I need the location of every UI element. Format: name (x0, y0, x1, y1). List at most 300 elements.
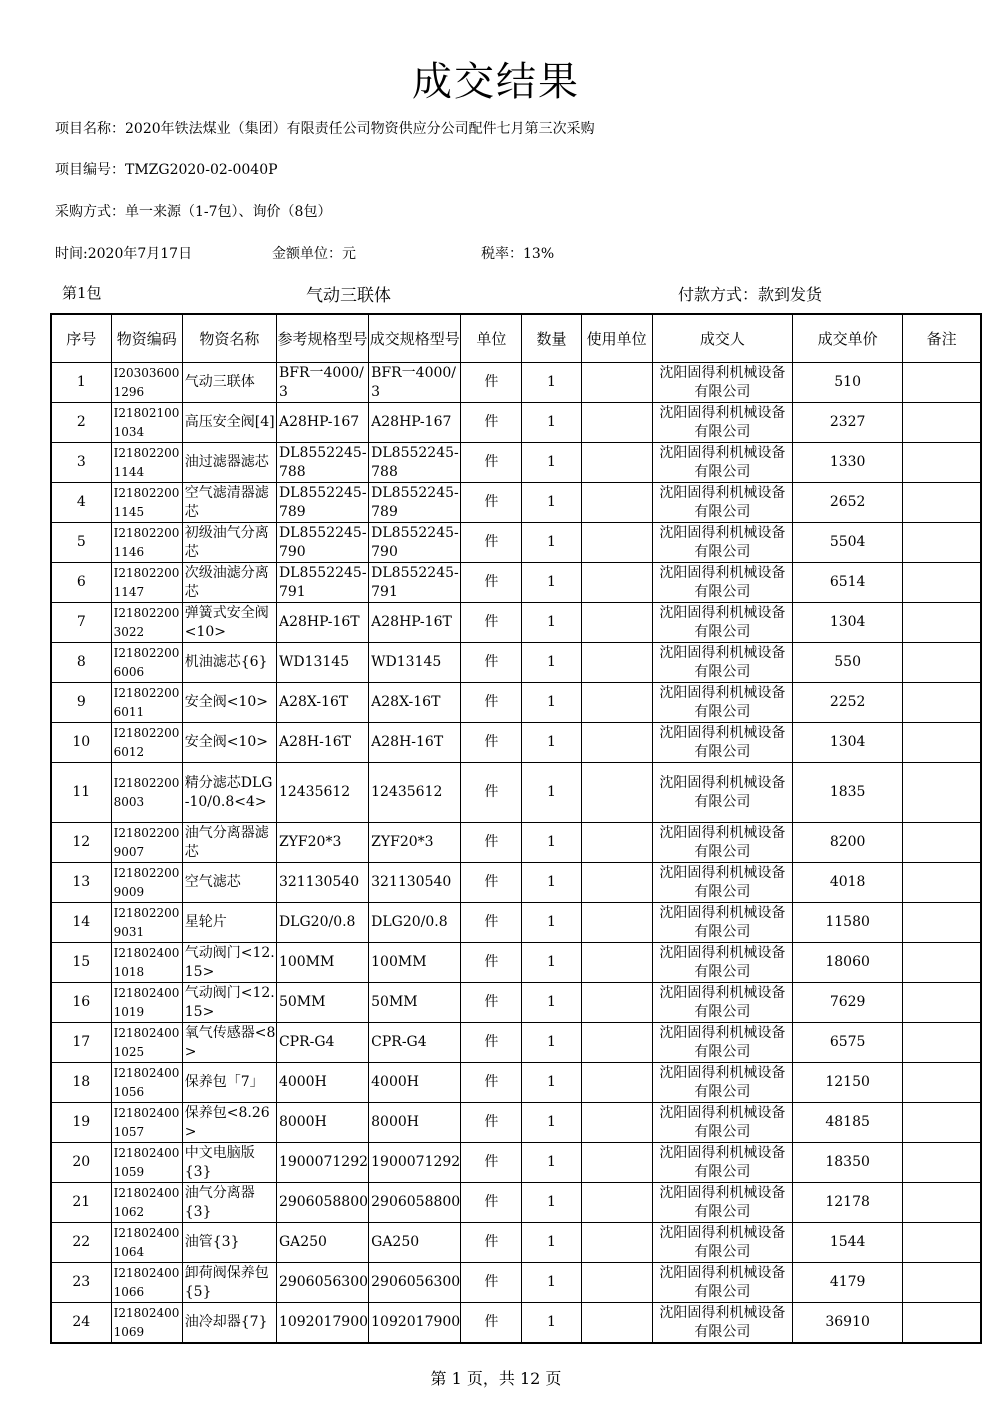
unit-price-cell: 1544 (793, 1223, 903, 1263)
vendor-cell: 沈阳固得利机械设备有限公司 (652, 443, 792, 483)
unit-cell: 件 (461, 483, 522, 523)
quantity-cell: 1 (522, 1303, 581, 1344)
vendor-cell: 沈阳固得利机械设备有限公司 (652, 863, 792, 903)
unit-cell: 件 (461, 563, 522, 603)
note-cell (903, 983, 981, 1023)
ref-spec-cell: 1900071292 (276, 1143, 368, 1183)
ref-spec-cell: WD13145 (276, 643, 368, 683)
date-text: 时间:2020年7月17日 (55, 246, 193, 262)
ref-spec-cell: 100MM (276, 943, 368, 983)
ref-spec-cell: ZYF20*3 (276, 823, 368, 863)
unit-cell: 件 (461, 443, 522, 483)
vendor-cell: 沈阳固得利机械设备有限公司 (652, 723, 792, 763)
note-cell (903, 643, 981, 683)
deal-spec-cell: CPR-G4 (369, 1023, 461, 1063)
material-code-cell: I218022001145 (111, 483, 182, 523)
row-index-cell: 11 (51, 763, 111, 823)
deal-spec-cell: GA250 (369, 1223, 461, 1263)
deal-spec-cell: A28HP-16T (369, 603, 461, 643)
table-row (51, 723, 981, 763)
vendor-cell: 沈阳固得利机械设备有限公司 (652, 1143, 792, 1183)
user-unit-cell (581, 1103, 652, 1143)
project-name: 项目名称：2020年铁法煤业（集团）有限责任公司物资供应分公司配件七月第三次采购 (55, 121, 595, 137)
material-code-cell: I218024001064 (111, 1223, 182, 1263)
vendor-cell: 沈阳固得利机械设备有限公司 (652, 563, 792, 603)
material-code-cell: I218022006012 (111, 723, 182, 763)
deal-spec-cell: DL8552245-791 (369, 563, 461, 603)
unit-cell: 件 (461, 823, 522, 863)
quantity-cell: 1 (522, 603, 581, 643)
note-cell (903, 403, 981, 443)
material-name-cell: 卸荷阀保养包{5} (182, 1263, 276, 1303)
vendor-cell: 沈阳固得利机械设备有限公司 (652, 1103, 792, 1143)
material-code-cell: I218022006011 (111, 683, 182, 723)
vendor-cell: 沈阳固得利机械设备有限公司 (652, 643, 792, 683)
note-cell (903, 903, 981, 943)
table-row (51, 483, 981, 523)
user-unit-cell (581, 483, 652, 523)
quantity-cell: 1 (522, 863, 581, 903)
unit-cell: 件 (461, 1223, 522, 1263)
material-code-cell: I218024001056 (111, 1063, 182, 1103)
material-code-cell: I218022008003 (111, 763, 182, 823)
header-user: 使用单位 (581, 314, 652, 363)
unit-price-cell: 1304 (793, 723, 903, 763)
quantity-cell: 1 (522, 723, 581, 763)
user-unit-cell (581, 1183, 652, 1223)
ref-spec-cell: A28HP-167 (276, 403, 368, 443)
material-name-cell: 安全阀<10> (182, 683, 276, 723)
vendor-cell: 沈阳固得利机械设备有限公司 (652, 363, 792, 403)
user-unit-cell (581, 523, 652, 563)
row-index-cell: 20 (51, 1143, 111, 1183)
user-unit-cell (581, 863, 652, 903)
note-cell (903, 603, 981, 643)
deal-spec-cell: 50MM (369, 983, 461, 1023)
deal-spec-cell: 1092017900 (369, 1303, 461, 1344)
unit-cell: 件 (461, 1063, 522, 1103)
row-index-cell: 14 (51, 903, 111, 943)
row-index-cell: 22 (51, 1223, 111, 1263)
material-code-cell: I218024001025 (111, 1023, 182, 1063)
material-name-cell: 氧气传感器<8> (182, 1023, 276, 1063)
unit-cell: 件 (461, 943, 522, 983)
note-cell (903, 563, 981, 603)
row-index-cell: 1 (51, 363, 111, 403)
deal-spec-cell: 8000H (369, 1103, 461, 1143)
table-row (51, 1183, 981, 1223)
unit-price-cell: 2327 (793, 403, 903, 443)
material-name-cell: 油气分离器滤芯 (182, 823, 276, 863)
user-unit-cell (581, 403, 652, 443)
material-code-cell: I218024001062 (111, 1183, 182, 1223)
ref-spec-cell: DL8552245-788 (276, 443, 368, 483)
row-index-cell: 8 (51, 643, 111, 683)
header-ref-spec: 参考规格型号 (276, 314, 368, 363)
unit-cell: 件 (461, 1103, 522, 1143)
header-code: 物资编码 (111, 314, 182, 363)
table-row (51, 1263, 981, 1303)
unit-cell: 件 (461, 1143, 522, 1183)
vendor-cell: 沈阳固得利机械设备有限公司 (652, 763, 792, 823)
unit-price-cell: 2252 (793, 683, 903, 723)
unit-price-cell: 48185 (793, 1103, 903, 1143)
table-row (51, 943, 981, 983)
results-table (50, 313, 982, 1344)
ref-spec-cell: A28X-16T (276, 683, 368, 723)
material-code-cell: I218021001034 (111, 403, 182, 443)
page-number: 第 1 页，共 12 页 (430, 1369, 562, 1388)
deal-spec-cell: BFR一4000/3 (369, 363, 461, 403)
user-unit-cell (581, 983, 652, 1023)
material-name-cell: 空气滤清器滤芯 (182, 483, 276, 523)
deal-spec-cell: 1900071292 (369, 1143, 461, 1183)
material-name-cell: 高压安全阀[4] (182, 403, 276, 443)
user-unit-cell (581, 823, 652, 863)
material-code-cell: I218024001059 (111, 1143, 182, 1183)
user-unit-cell (581, 363, 652, 403)
deal-spec-cell: DLG20/0.8 (369, 903, 461, 943)
user-unit-cell (581, 1303, 652, 1344)
unit-cell: 件 (461, 1303, 522, 1344)
vendor-cell: 沈阳固得利机械设备有限公司 (652, 483, 792, 523)
vendor-cell: 沈阳固得利机械设备有限公司 (652, 1183, 792, 1223)
table-row (51, 863, 981, 903)
procurement-method: 采购方式：单一来源（1-7包）、询价（8包） (55, 204, 332, 220)
vendor-cell: 沈阳固得利机械设备有限公司 (652, 1023, 792, 1063)
vendor-cell: 沈阳固得利机械设备有限公司 (652, 683, 792, 723)
unit-price-cell: 4179 (793, 1263, 903, 1303)
quantity-cell: 1 (522, 943, 581, 983)
material-name-cell: 空气滤芯 (182, 863, 276, 903)
header-index: 序号 (51, 314, 111, 363)
table-row (51, 643, 981, 683)
unit-price-cell: 1330 (793, 443, 903, 483)
row-index-cell: 19 (51, 1103, 111, 1143)
deal-spec-cell: 2906056300 (369, 1263, 461, 1303)
deal-spec-cell: DL8552245-788 (369, 443, 461, 483)
deal-spec-cell: 2906058800 (369, 1183, 461, 1223)
header-deal-spec: 成交规格型号 (369, 314, 461, 363)
unit-price-cell: 4018 (793, 863, 903, 903)
user-unit-cell (581, 1263, 652, 1303)
table-row (51, 983, 981, 1023)
note-cell (903, 1023, 981, 1063)
note-cell (903, 683, 981, 723)
table-row (51, 1103, 981, 1143)
ref-spec-cell: 1092017900 (276, 1303, 368, 1344)
unit-cell: 件 (461, 983, 522, 1023)
material-name-cell: 次级油滤分离芯 (182, 563, 276, 603)
vendor-cell: 沈阳固得利机械设备有限公司 (652, 603, 792, 643)
table-header-row (51, 314, 981, 363)
unit-price-cell: 2652 (793, 483, 903, 523)
ref-spec-cell: DLG20/0.8 (276, 903, 368, 943)
row-index-cell: 12 (51, 823, 111, 863)
vendor-cell: 沈阳固得利机械设备有限公司 (652, 1303, 792, 1344)
user-unit-cell (581, 763, 652, 823)
note-cell (903, 483, 981, 523)
quantity-cell: 1 (522, 563, 581, 603)
material-code-cell: I218022001144 (111, 443, 182, 483)
deal-spec-cell: A28X-16T (369, 683, 461, 723)
row-index-cell: 23 (51, 1263, 111, 1303)
ref-spec-cell: 12435612 (276, 763, 368, 823)
quantity-cell: 1 (522, 443, 581, 483)
user-unit-cell (581, 683, 652, 723)
material-name-cell: 星轮片 (182, 903, 276, 943)
note-cell (903, 1143, 981, 1183)
ref-spec-cell: 4000H (276, 1063, 368, 1103)
row-index-cell: 3 (51, 443, 111, 483)
table-row (51, 683, 981, 723)
material-code-cell: I218024001018 (111, 943, 182, 983)
ref-spec-cell: 50MM (276, 983, 368, 1023)
deal-spec-cell: DL8552245-790 (369, 523, 461, 563)
header-name: 物资名称 (182, 314, 276, 363)
ref-spec-cell: 2906056300 (276, 1263, 368, 1303)
quantity-cell: 1 (522, 403, 581, 443)
quantity-cell: 1 (522, 763, 581, 823)
unit-price-cell: 8200 (793, 823, 903, 863)
quantity-cell: 1 (522, 643, 581, 683)
page-title: 成交结果 (412, 59, 580, 105)
material-name-cell: 精分滤芯DLG-10/0.8<4> (182, 763, 276, 823)
ref-spec-cell: GA250 (276, 1223, 368, 1263)
quantity-cell: 1 (522, 1023, 581, 1063)
unit-cell: 件 (461, 863, 522, 903)
material-code-cell: I218024001019 (111, 983, 182, 1023)
unit-price-cell: 18350 (793, 1143, 903, 1183)
note-cell (903, 763, 981, 823)
material-code-cell: I218022009009 (111, 863, 182, 903)
note-cell (903, 1223, 981, 1263)
user-unit-cell (581, 903, 652, 943)
material-name-cell: 中文电脑版{3} (182, 1143, 276, 1183)
material-code-cell: I218022006006 (111, 643, 182, 683)
unit-cell: 件 (461, 1183, 522, 1223)
deal-spec-cell: DL8552245-789 (369, 483, 461, 523)
vendor-cell: 沈阳固得利机械设备有限公司 (652, 1263, 792, 1303)
unit-price-cell: 6514 (793, 563, 903, 603)
unit-cell: 件 (461, 643, 522, 683)
user-unit-cell (581, 1063, 652, 1103)
row-index-cell: 18 (51, 1063, 111, 1103)
unit-price-cell: 1304 (793, 603, 903, 643)
quantity-cell: 1 (522, 1183, 581, 1223)
unit-cell: 件 (461, 1263, 522, 1303)
user-unit-cell (581, 1223, 652, 1263)
vendor-cell: 沈阳固得利机械设备有限公司 (652, 523, 792, 563)
material-code-cell: I218022009031 (111, 903, 182, 943)
header-price: 成交单价 (793, 314, 903, 363)
quantity-cell: 1 (522, 1063, 581, 1103)
material-code-cell: I218022009007 (111, 823, 182, 863)
unit-price-cell: 550 (793, 643, 903, 683)
quantity-cell: 1 (522, 1103, 581, 1143)
note-cell (903, 443, 981, 483)
vendor-cell: 沈阳固得利机械设备有限公司 (652, 983, 792, 1023)
deal-spec-cell: 12435612 (369, 763, 461, 823)
ref-spec-cell: DL8552245-789 (276, 483, 368, 523)
row-index-cell: 4 (51, 483, 111, 523)
note-cell (903, 1183, 981, 1223)
ref-spec-cell: BFR一4000/3 (276, 363, 368, 403)
user-unit-cell (581, 1023, 652, 1063)
unit-price-cell: 5504 (793, 523, 903, 563)
vendor-cell: 沈阳固得利机械设备有限公司 (652, 943, 792, 983)
material-code-cell: I218024001057 (111, 1103, 182, 1143)
table-row (51, 563, 981, 603)
quantity-cell: 1 (522, 1143, 581, 1183)
table-row (51, 1143, 981, 1183)
ref-spec-cell: 2906058800 (276, 1183, 368, 1223)
table-row (51, 763, 981, 823)
user-unit-cell (581, 723, 652, 763)
note-cell (903, 363, 981, 403)
table-row (51, 1023, 981, 1063)
unit-price-cell: 510 (793, 363, 903, 403)
quantity-cell: 1 (522, 983, 581, 1023)
table-row (51, 523, 981, 563)
ref-spec-cell: DL8552245-790 (276, 523, 368, 563)
unit-cell: 件 (461, 403, 522, 443)
user-unit-cell (581, 563, 652, 603)
material-name-cell: 初级油气分离芯 (182, 523, 276, 563)
project-number: 项目编号：TMZG2020-02-0040P (55, 162, 278, 178)
row-index-cell: 21 (51, 1183, 111, 1223)
ref-spec-cell: CPR-G4 (276, 1023, 368, 1063)
unit-price-cell: 11580 (793, 903, 903, 943)
table-row (51, 443, 981, 483)
row-index-cell: 16 (51, 983, 111, 1023)
quantity-cell: 1 (522, 903, 581, 943)
material-name-cell: 油过滤器滤芯 (182, 443, 276, 483)
deal-spec-cell: 4000H (369, 1063, 461, 1103)
material-code-cell: I218022001146 (111, 523, 182, 563)
unit-price-cell: 7629 (793, 983, 903, 1023)
note-cell (903, 823, 981, 863)
header-note: 备注 (903, 314, 981, 363)
user-unit-cell (581, 603, 652, 643)
vendor-cell: 沈阳固得利机械设备有限公司 (652, 903, 792, 943)
ref-spec-cell: 321130540 (276, 863, 368, 903)
package-name: 气动三联体 (306, 286, 391, 306)
table-row (51, 823, 981, 863)
unit-price-cell: 6575 (793, 1023, 903, 1063)
row-index-cell: 15 (51, 943, 111, 983)
unit-cell: 件 (461, 1023, 522, 1063)
material-name-cell: 油冷却器{7} (182, 1303, 276, 1344)
ref-spec-cell: A28H-16T (276, 723, 368, 763)
row-index-cell: 5 (51, 523, 111, 563)
unit-price-cell: 18060 (793, 943, 903, 983)
table-row (51, 363, 981, 403)
quantity-cell: 1 (522, 363, 581, 403)
currency-unit: 金额单位：元 (272, 246, 356, 262)
user-unit-cell (581, 1143, 652, 1183)
material-code-cell: I203036001296 (111, 363, 182, 403)
row-index-cell: 17 (51, 1023, 111, 1063)
deal-spec-cell: 100MM (369, 943, 461, 983)
material-name-cell: 气动三联体 (182, 363, 276, 403)
table-row (51, 903, 981, 943)
unit-price-cell: 12178 (793, 1183, 903, 1223)
row-index-cell: 10 (51, 723, 111, 763)
tax-rate: 税率：13% (481, 246, 555, 262)
table-row (51, 1063, 981, 1103)
note-cell (903, 1263, 981, 1303)
vendor-cell: 沈阳固得利机械设备有限公司 (652, 823, 792, 863)
material-name-cell: 保养包「7」 (182, 1063, 276, 1103)
quantity-cell: 1 (522, 823, 581, 863)
table-row (51, 1303, 981, 1344)
material-name-cell: 气动阀门<12.15> (182, 943, 276, 983)
unit-cell: 件 (461, 723, 522, 763)
deal-spec-cell: A28HP-167 (369, 403, 461, 443)
ref-spec-cell: 8000H (276, 1103, 368, 1143)
package-label: 第1包 (62, 284, 102, 302)
material-name-cell: 保养包<8.26> (182, 1103, 276, 1143)
note-cell (903, 943, 981, 983)
material-name-cell: 油气分离器{3} (182, 1183, 276, 1223)
material-name-cell: 气动阀门<12.15> (182, 983, 276, 1023)
note-cell (903, 1063, 981, 1103)
quantity-cell: 1 (522, 683, 581, 723)
material-name-cell: 弹簧式安全阀<10> (182, 603, 276, 643)
material-name-cell: 油管{3} (182, 1223, 276, 1263)
header-qty: 数量 (522, 314, 581, 363)
quantity-cell: 1 (522, 483, 581, 523)
quantity-cell: 1 (522, 1223, 581, 1263)
deal-spec-cell: WD13145 (369, 643, 461, 683)
header-unit: 单位 (461, 314, 522, 363)
deal-spec-cell: 321130540 (369, 863, 461, 903)
material-name-cell: 安全阀<10> (182, 723, 276, 763)
unit-price-cell: 1835 (793, 763, 903, 823)
ref-spec-cell: DL8552245-791 (276, 563, 368, 603)
table-row (51, 403, 981, 443)
vendor-cell: 沈阳固得利机械设备有限公司 (652, 1063, 792, 1103)
user-unit-cell (581, 443, 652, 483)
vendor-cell: 沈阳固得利机械设备有限公司 (652, 403, 792, 443)
table-row (51, 603, 981, 643)
user-unit-cell (581, 643, 652, 683)
deal-spec-cell: ZYF20*3 (369, 823, 461, 863)
unit-cell: 件 (461, 683, 522, 723)
material-code-cell: I218024001066 (111, 1263, 182, 1303)
note-cell (903, 1303, 981, 1344)
user-unit-cell (581, 943, 652, 983)
payment-terms: 付款方式：款到发货 (678, 285, 823, 304)
note-cell (903, 723, 981, 763)
table-row (51, 1223, 981, 1263)
row-index-cell: 6 (51, 563, 111, 603)
ref-spec-cell: A28HP-16T (276, 603, 368, 643)
unit-cell: 件 (461, 763, 522, 823)
material-name-cell: 机油滤芯{6} (182, 643, 276, 683)
material-code-cell: I218022003022 (111, 603, 182, 643)
unit-cell: 件 (461, 603, 522, 643)
row-index-cell: 2 (51, 403, 111, 443)
material-code-cell: I218024001069 (111, 1303, 182, 1344)
row-index-cell: 9 (51, 683, 111, 723)
unit-price-cell: 12150 (793, 1063, 903, 1103)
unit-cell: 件 (461, 903, 522, 943)
vendor-cell: 沈阳固得利机械设备有限公司 (652, 1223, 792, 1263)
unit-cell: 件 (461, 523, 522, 563)
quantity-cell: 1 (522, 523, 581, 563)
